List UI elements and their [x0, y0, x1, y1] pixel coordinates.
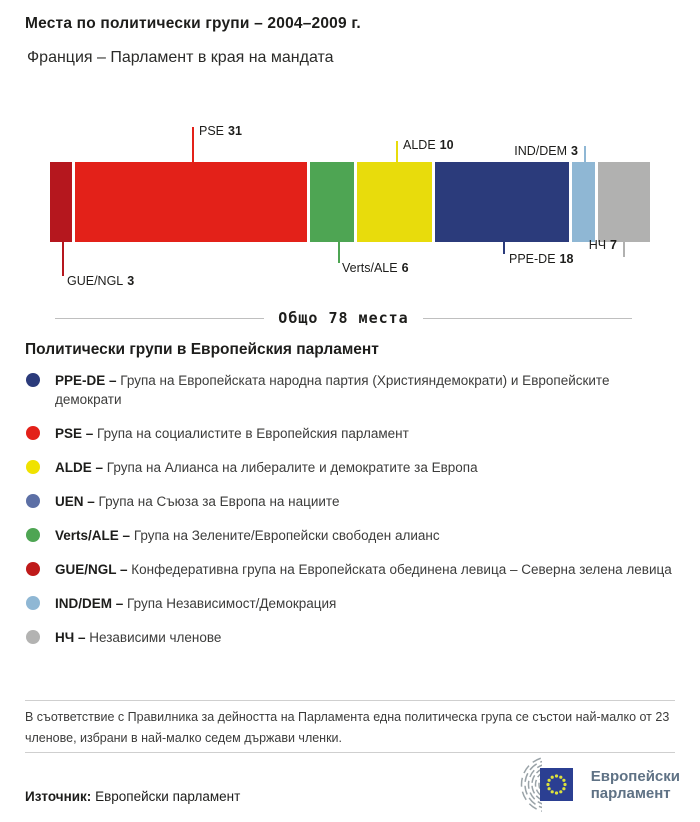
legend-group-name: НЧ –: [55, 630, 86, 645]
legend-item-alde: [25, 458, 673, 477]
parliament-hemicycle-icon: [504, 757, 584, 813]
footnote-text: В съответствие с Правилника за дейността на Парламента една политическа група се състои най-малко от 23 членове, избрани в най-малко седем държави членки.: [25, 710, 670, 745]
callout-seats-value: 10: [439, 138, 454, 152]
callout-line: [192, 127, 194, 163]
legend-dot-icon: [26, 528, 40, 542]
callout-group-label: PSE: [199, 124, 225, 138]
legend-item-verts-ale: [25, 526, 673, 545]
callout-seats-value: 31: [228, 124, 242, 138]
callout-seats-value: 6: [401, 261, 409, 275]
legend-dot-icon: [26, 373, 40, 387]
legend-dot-icon: [26, 630, 40, 644]
logo-text-line2: парламент: [590, 785, 671, 802]
bar-segment-verts-ale: [310, 162, 355, 242]
legend-dot-icon: [26, 460, 40, 474]
bar-segment-ppe-de: [435, 162, 569, 242]
total-seats-label: Общо 78 места: [278, 309, 409, 327]
bar-segment-gue-ngl: [50, 162, 72, 242]
divider-line-left: [55, 318, 264, 319]
legend-dot-icon: [26, 596, 40, 610]
legend-group-name: PSE –: [55, 426, 94, 441]
legend-group-description: Конфедеративна група на Европейската обединена левица – Северна зелена левица: [131, 562, 672, 577]
legend-group-description: Група на Алианса на либералите и демократите за Европа: [106, 460, 478, 475]
source-label: Източник:: [25, 789, 92, 804]
legend-group-name: PPE-DE –: [55, 373, 117, 388]
legend-group-description: Група на Съюза за Европа на нациите: [98, 494, 340, 509]
callout-seats-value: 18: [559, 252, 574, 266]
logo-wordmark: [591, 768, 680, 802]
legend-group-name: GUE/NGL –: [55, 562, 128, 577]
legend-item-pse: [25, 424, 673, 443]
legend-group-description: Независими членове: [89, 630, 222, 645]
legend-item-nch: [25, 628, 673, 647]
callout-group-label: НЧ: [588, 238, 607, 252]
legend-group-name: IND/DEM –: [55, 596, 124, 611]
legend-heading: Политически групи в Европейския парламент: [25, 341, 379, 358]
callout-line: [623, 238, 625, 257]
callout-line: [338, 242, 340, 263]
callout-group-label: ALDE: [403, 138, 436, 152]
legend-group-name: ALDE –: [55, 460, 104, 475]
logo-text-line1: Европейски: [590, 768, 680, 785]
bar-segment-pse: [75, 162, 306, 242]
callout-group-label: GUE/NGL: [67, 274, 124, 288]
seats-stacked-bar: [50, 162, 650, 242]
callout-line: [503, 242, 505, 254]
callout-line: [62, 242, 64, 276]
footer-divider-bottom: [25, 752, 675, 753]
source-line: [25, 789, 240, 804]
callout-group-label: Verts/ALE: [342, 261, 398, 275]
source-value: Европейски парламент: [95, 789, 241, 804]
bar-segment-ind-dem: [572, 162, 594, 242]
callout-line: [396, 141, 398, 162]
total-seats-divider: [55, 309, 632, 327]
legend-group-description: Група на социалистите в Европейския парламент: [97, 426, 409, 441]
legend-item-uen: [25, 492, 673, 511]
legend-group-name: Verts/ALE –: [55, 528, 131, 543]
bar-segment-nch: [598, 162, 650, 242]
legend-dot-icon: [26, 426, 40, 440]
legend-dot-icon: [26, 494, 40, 508]
callout-seats-value: 3: [571, 144, 578, 158]
legend-group-description: Група на Европейската народна партия (Християндемократи) и Европейските демократи: [55, 373, 610, 407]
callout-seats-value: 7: [610, 238, 617, 252]
divider-line-right: [423, 318, 632, 319]
legend-item-gue-ngl: [25, 560, 673, 579]
european-parliament-logo: [504, 757, 680, 813]
legend-list: [25, 371, 673, 662]
legend-item-ind-dem: [25, 594, 673, 613]
callout-line: [584, 146, 586, 162]
callout-group-label: PPE-DE: [509, 252, 556, 266]
legend-group-name: UEN –: [55, 494, 95, 509]
footer-divider-top: [25, 700, 675, 701]
callout-seats-value: 3: [127, 274, 135, 288]
bar-segment-alde: [357, 162, 432, 242]
legend-item-ppe-de: [25, 371, 673, 409]
legend-dot-icon: [26, 562, 40, 576]
eu-flag-icon: [540, 768, 573, 801]
page-subtitle: Франция – Парламент в края на мандата: [27, 49, 334, 66]
callout-group-label: IND/DEM: [514, 144, 568, 158]
page-title: Места по политически групи – 2004–2009 г.: [25, 15, 361, 32]
legend-group-description: Група Независимост/Демокрация: [127, 596, 337, 611]
legend-group-description: Група на Зелените/Европейски свободен алианс: [133, 528, 440, 543]
